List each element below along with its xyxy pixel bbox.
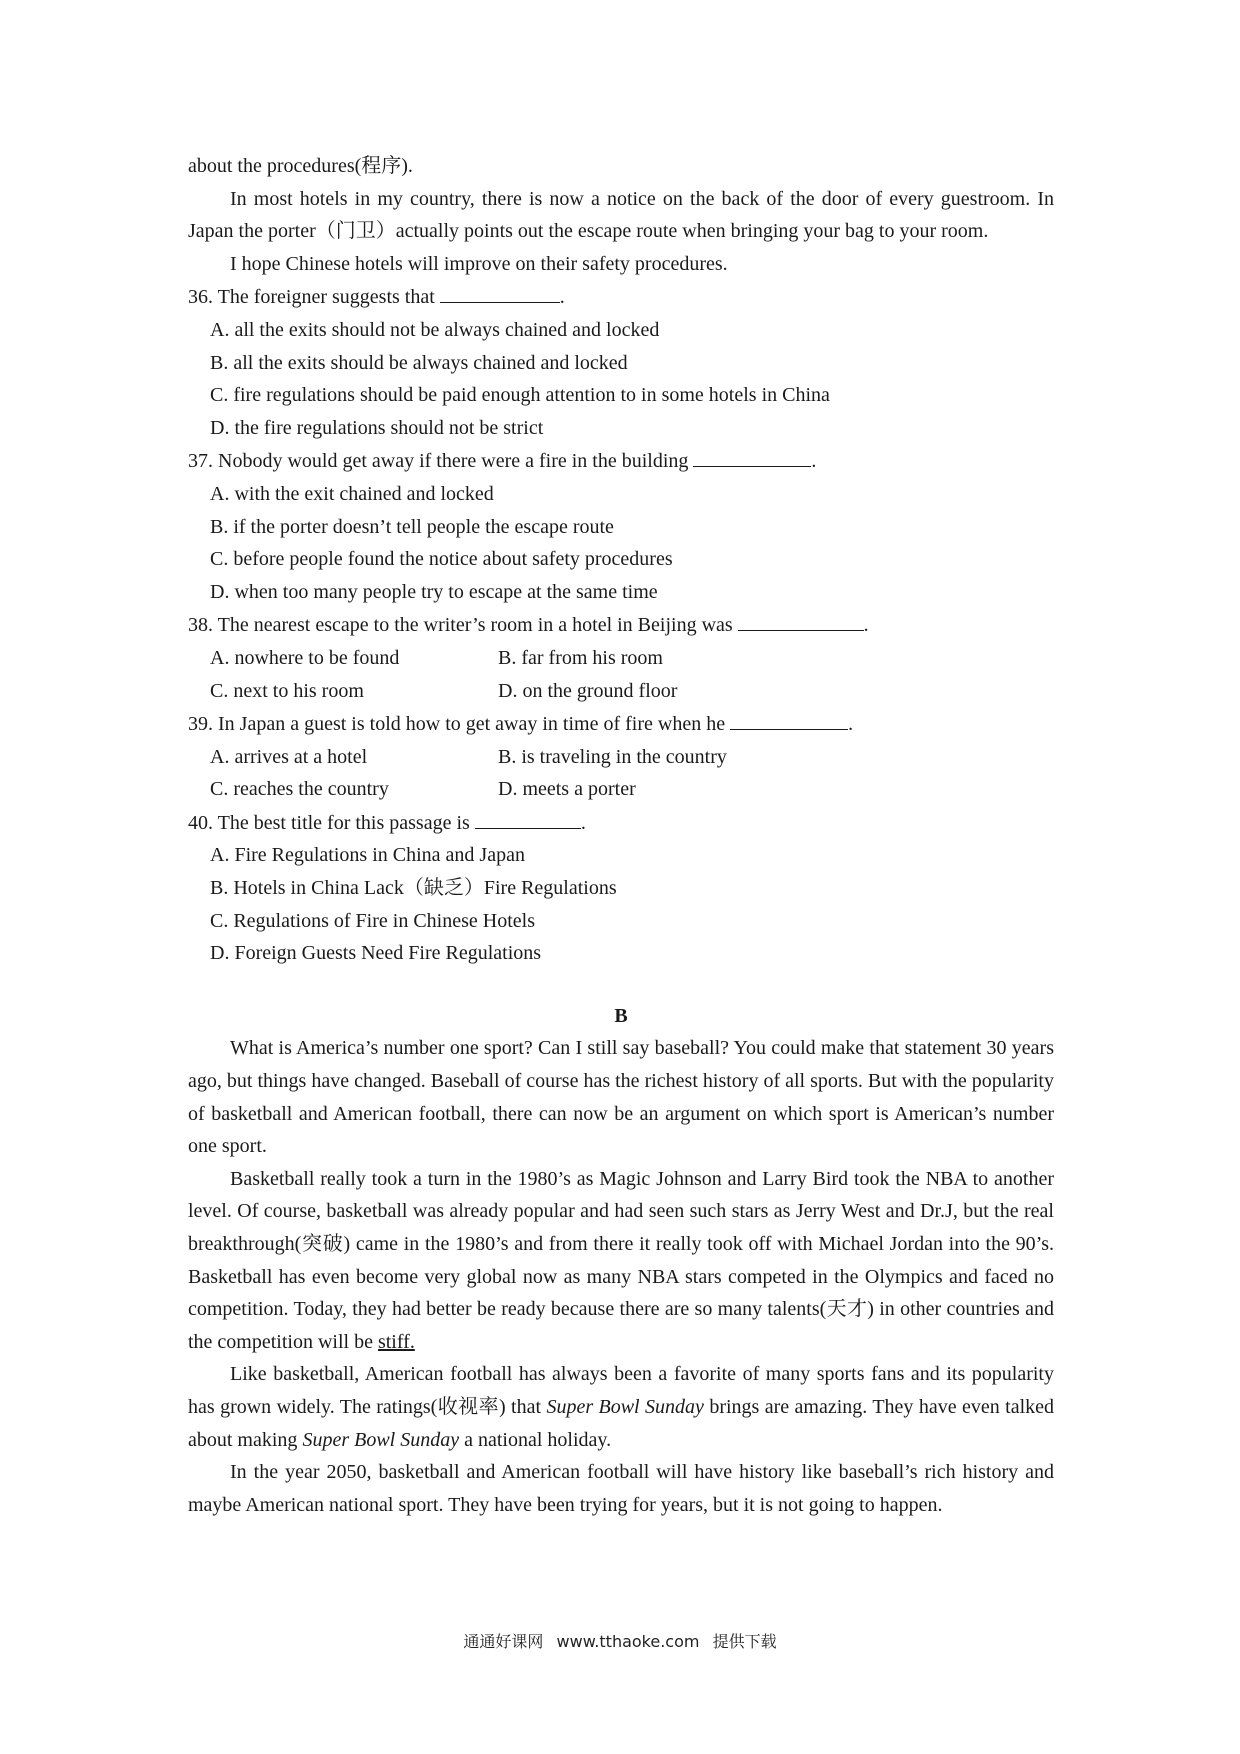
answer-blank [738, 608, 864, 631]
question-stem: 39. In Japan a guest is told how to get away in time of fire when he [188, 713, 726, 736]
answer-blank [730, 707, 848, 730]
section-b-paragraph-3: Like basketball, American football has always been a favorite of many sports fans and its popularity has grown widely. The ratings(收视率) that Super Bowl Sunday brings are amazing. They have even talked about making Super Bowl Sunday a national holiday. [188, 1363, 1055, 1451]
answer-blank [440, 280, 560, 303]
question-38: 38. The nearest escape to the writer’s room in a hotel in Beijing was . A. nowhere to be found B. far from his room C. next to his room D. on the ground floor [188, 608, 1054, 707]
option-c: C. reaches the country [210, 778, 389, 801]
option-c: C. Regulations of Fire in Chinese Hotels [210, 909, 535, 932]
question-37: 37. Nobody would get away if there were a fire in the building . A. with the exit chained and locked B. if the porter doesn’t tell people the escape route C. before people found the notice about safety procedures D. when too many people try to escape at the same time [188, 444, 1054, 608]
question-stem: 37. Nobody would get away if there were a fire in the building [188, 450, 689, 473]
option-a: A. nowhere to be found [210, 646, 400, 669]
footer-suffix: 提供下载 [712, 1632, 777, 1651]
option-b: B. if the porter doesn’t tell people the escape route [210, 515, 614, 538]
option-c: C. fire regulations should be paid enough attention to in some hotels in China [210, 384, 830, 407]
italic-title: Super Bowl Sunday [302, 1428, 460, 1451]
options-grid [188, 642, 1054, 707]
document-page [188, 150, 1054, 1521]
answer-blank [475, 806, 581, 829]
option-b: B. far from his room [498, 646, 663, 669]
underlined-word: stiff. [377, 1330, 415, 1353]
page-footer [0, 1629, 1240, 1652]
option-d: D. on the ground floor [498, 679, 678, 702]
passage-paragraph: I hope Chinese hotels will improve on their safety procedures. [230, 252, 728, 275]
section-title: B [614, 1004, 628, 1027]
option-a: A. arrives at a hotel [210, 745, 368, 768]
option-c: C. next to his room [210, 679, 364, 702]
options-grid [188, 741, 1054, 806]
option-a: A. with the exit chained and locked [210, 482, 494, 505]
question-36: 36. The foreigner suggests that . A. all the exits should not be always chained and locked B. all the exits should be always chained and locked C. fire regulations should be paid enough attention to in some hotels in China D. the fire regulations should not be strict [188, 280, 1054, 444]
option-d: D. the fire regulations should not be strict [210, 416, 544, 439]
question-40: 40. The best title for this passage is . A. Fire Regulations in China and Japan B. Hotels in China Lack（缺乏）Fire Regulations C. Regulations of Fire in Chinese Hotels D. Foreign Guests Need Fire Regulations [188, 806, 1054, 970]
answer-blank [693, 444, 811, 467]
option-d: D. meets a porter [498, 778, 636, 801]
option-a: A. Fire Regulations in China and Japan [210, 844, 525, 867]
question-stem: 36. The foreigner suggests that [188, 286, 435, 309]
question-39: 39. In Japan a guest is told how to get away in time of fire when he . A. arrives at a hotel B. is traveling in the country C. reaches the country D. meets a porter [188, 707, 1054, 806]
passage-paragraph: In most hotels in my country, there is now a notice on the back of the door of every guestroom. In Japan the porter（门卫）actually points out the escape route when bringing your bag to your room. [188, 187, 1054, 243]
option-d: D. when too many people try to escape at the same time [210, 580, 658, 603]
section-b-paragraph-4: In the year 2050, basketball and American football will have history like baseball’s rich history and maybe American national sport. They have been trying for years, but it is not going to happen. [188, 1461, 1054, 1516]
option-b: B. Hotels in China Lack（缺乏）Fire Regulations [210, 877, 617, 900]
section-b-paragraph-2: Basketball really took a turn in the 1980’s as Magic Johnson and Larry Bird took the NBA to another level. Of course, basketball was already popular and had seen such stars as Jerry West and Dr.J, but the real breakthrough(突破) came in the 1980’s and from there it really took off with Michael Jordan into the 90’s. Basketball has even become very global now as many NBA stars competed in the Olympics and faced no competition. Today, they had better be ready because there are so many talents(天才) in other countries and the competition will be stiff. [188, 1167, 1054, 1353]
section-b-paragraph-1: What is America’s number one sport? Can I still say baseball? You could make that statement 30 years ago, but things have changed. Baseball of course has the richest history of all sports. But with the popularity of basketball and American football, there can now be an argument on which sport is American’s number one sport. [188, 1037, 1054, 1158]
passage-continuation: about the procedures(程序). [188, 155, 413, 177]
italic-title: Super Bowl Sunday [546, 1395, 704, 1418]
footer-site-name: 通通好课网 [463, 1632, 544, 1651]
question-stem: 38. The nearest escape to the writer’s room in a hotel in Beijing was [188, 614, 733, 637]
footer-url: www.tthaoke.com [556, 1632, 700, 1651]
option-b: B. all the exits should be always chained and locked [210, 351, 628, 374]
option-a: A. all the exits should not be always chained and locked [210, 318, 660, 341]
question-stem: 40. The best title for this passage is [188, 811, 470, 834]
option-b: B. is traveling in the country [498, 745, 727, 768]
option-c: C. before people found the notice about safety procedures [210, 548, 673, 571]
option-d: D. Foreign Guests Need Fire Regulations [210, 942, 542, 965]
